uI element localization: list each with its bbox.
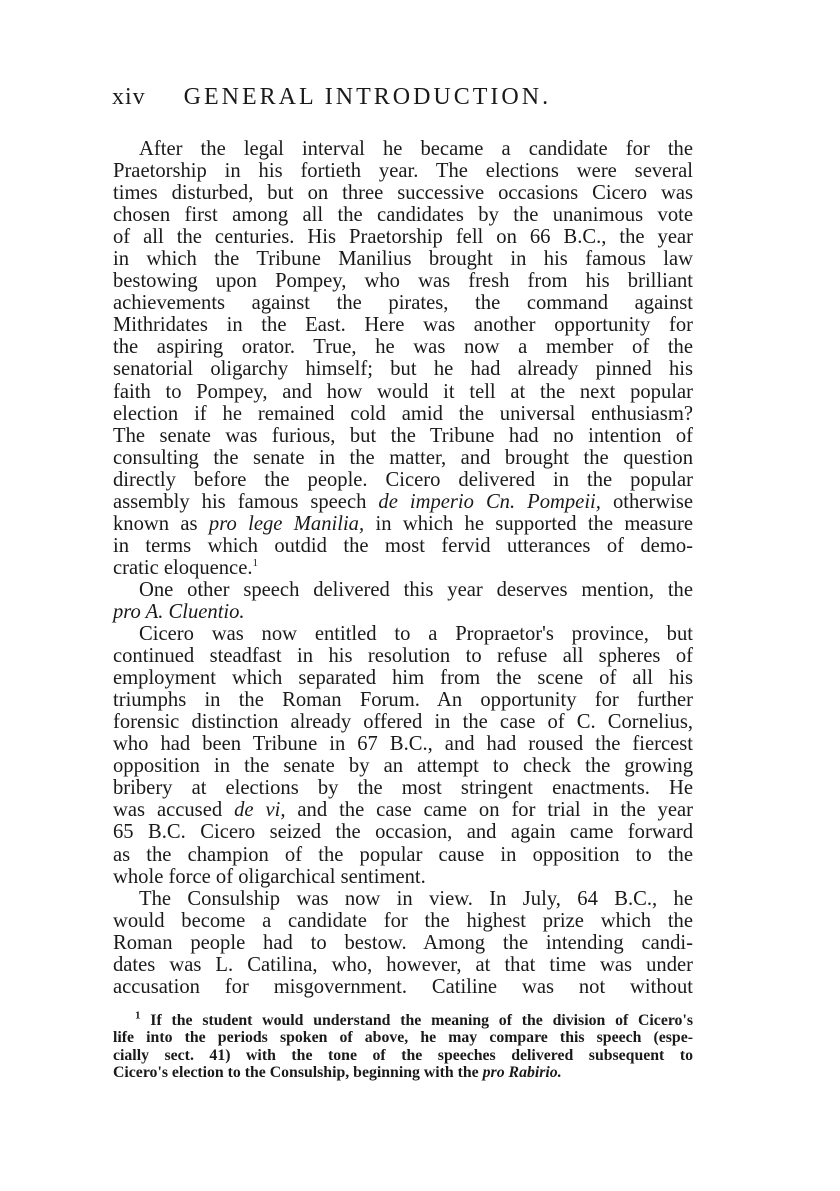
text-line: election if he remained cold amid the universal enthusiasm? [113, 402, 693, 425]
footnote-number: 1 [135, 1009, 141, 1022]
text-line: bestowing upon Pompey, who was fresh from his brilliant [113, 270, 693, 293]
footnote [113, 1009, 693, 1082]
body-text [113, 138, 693, 1082]
text-line: as the champion of the popular cause in opposition to the [113, 843, 693, 866]
text-line: Praetorship in his fortieth year. The elections were several [113, 160, 693, 183]
italic-title: pro Rabirio. [482, 1064, 562, 1082]
text-line: 65 B.C. Cicero seized the occasion, and again came forward [113, 821, 693, 844]
text-line: in terms which outdid the most fervid utterances of demo- [113, 534, 693, 557]
running-title: GENERAL INTRODUCTION. [183, 84, 552, 110]
italic-phrase: de vi, [234, 799, 286, 822]
page-number: xiv [112, 84, 146, 110]
footnote-line [113, 1009, 693, 1030]
text-line: of all the centuries. His Praetorship fell on 66 B.C., the year [113, 226, 693, 249]
footnote-line: cially sect. 41) with the tone of the speeches delivered subsequent to [113, 1046, 693, 1064]
line-text: known as [113, 512, 209, 535]
text-line: pro A. Cluentio. [113, 600, 245, 623]
text-line: times disturbed, but on three successive occasions Cicero was [113, 182, 693, 205]
line-text: and the case came on for trial in the year [285, 799, 693, 822]
text-line: Mithridates in the East. Here was another opportunity for [113, 314, 693, 337]
text-line: forensic distinction already offered in the case of C. Cornelius, [113, 711, 693, 734]
line-text: was accused [113, 799, 235, 822]
text-line: faith to Pompey, and how would it tell at the next popular [113, 380, 693, 403]
text-line [113, 799, 693, 821]
line-text: assembly his famous speech [113, 490, 379, 513]
text-line: The Consulship was now in view. In July, 64 B.C., he [139, 887, 693, 910]
text-line: dates was L. Catilina, who, however, at that time was under [113, 953, 693, 976]
page-header [112, 84, 692, 111]
text-line [113, 491, 693, 513]
text-line: triumphs in the Roman Forum. An opportunity for further [113, 689, 693, 712]
text-line: accusation for misgovernment. Catiline was not without [113, 975, 693, 998]
text-line: opposition in the senate by an attempt to check the growing [113, 755, 693, 778]
line-text: cratic eloquence. [113, 556, 253, 579]
text-line [113, 513, 693, 535]
line-text: in which he supported the measure [364, 512, 693, 535]
text-line: continued steadfast in his resolution to refuse all spheres of [113, 645, 693, 668]
line-text: otherwise [600, 490, 693, 513]
text-line: directly before the people. Cicero delivered in the popular [113, 468, 693, 491]
text-line: whole force of oligarchical sentiment. [113, 865, 426, 888]
footnote-spacer [113, 998, 693, 1006]
footnote-text: Cicero's election to the Consulship, beginning with the [113, 1064, 483, 1082]
text-line: The senate was furious, but the Tribune had no intention of [113, 424, 693, 447]
footnote-marker: 1 [252, 557, 258, 570]
footnote-text: If the student would understand the meaning of the division of Cicero's [150, 1011, 693, 1029]
text-line: After the legal interval he became a candidate for the [139, 138, 693, 160]
italic-title: de imperio Cn. Pompeii, [378, 490, 601, 513]
text-line: employment which separated him from the scene of all his [113, 667, 693, 690]
text-line: would become a candidate for the highest prize which the [113, 909, 693, 932]
text-line: Cicero was now entitled to a Propraetor's province, but [139, 623, 693, 646]
text-line: chosen first among all the candidates by the unanimous vote [113, 204, 693, 227]
text-line: consulting the senate in the matter, and brought the question [113, 446, 693, 469]
text-line [113, 557, 693, 579]
text-line: bribery at elections by the most stringent enactments. He [113, 777, 693, 800]
italic-title: pro lege Manilia, [208, 512, 365, 535]
footnote-line [113, 1064, 693, 1082]
text-line: Roman people had to bestow. Among the intending candi- [113, 931, 693, 954]
text-line: the aspiring orator. True, he was now a member of the [113, 336, 693, 359]
text-line: in which the Tribune Manilius brought in his famous law [113, 248, 693, 271]
footnote-line: life into the periods spoken of above, he may compare this speech (espe- [113, 1029, 693, 1047]
text-line: senatorial oligarchy himself; but he had already pinned his [113, 358, 693, 381]
text-line: achievements against the pirates, the command against [113, 292, 693, 315]
text-line: One other speech delivered this year deserves mention, the [139, 578, 693, 601]
text-line: who had been Tribune in 67 B.C., and had roused the fiercest [113, 733, 693, 756]
